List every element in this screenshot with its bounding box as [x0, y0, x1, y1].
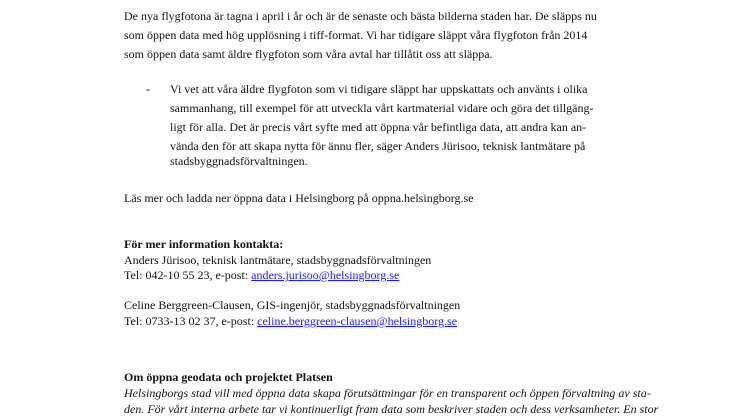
read-more-line: Läs mer och ladda ner öppna data i Helsingborg på oppna.helsingborg.se — [124, 191, 474, 205]
quote-bullet: - — [146, 82, 150, 96]
contact-person-2-email-link[interactable]: celine.berggreen-clausen@helsingborg.se — [257, 314, 458, 328]
intro-line-1: De nya flygfotona är tagna i april i år och är de senaste och bästa bilderna staden har. De släpps nu — [124, 9, 597, 23]
contact-person-1-phone — [124, 266, 399, 285]
intro-line-2: som öppen data med hög upplösning i tiff-format. Vi har tidigare släppt våra flygfoton från 2014 — [124, 28, 588, 42]
contact-person-1-name: Anders Jürisoo, teknisk lantmätare, stadsbyggnadsförvaltningen — [124, 253, 432, 267]
intro-line-3: som öppen data samt äldre flygfoton som våra avtal har tillåtit oss att släppa. — [124, 47, 493, 61]
quote-line-2: sammanhang, till exempel för att utveckla vårt kartmaterial vidare och göra det tillgäng- — [170, 101, 594, 115]
about-heading: Om öppna geodata och projektet Platsen — [124, 370, 333, 384]
contact-person-1-email-link[interactable]: anders.jurisoo@helsingborg.se — [251, 268, 400, 282]
about-line-1: Helsingborgs stad vill med öppna data skapa förutsättningar för en transparent och öppen förvaltning av sta- — [124, 386, 651, 400]
contact-heading: För mer information kontakta: — [124, 237, 284, 251]
quote-line-4: vända den för att skapa nytta för ännu fler, säger Anders Jürisoo, teknisk lantmätare på — [170, 139, 586, 153]
quote-line-3: ligt för alla. Det är precis vårt syfte med att öppna vår befintliga data, att andra kan an- — [170, 120, 587, 134]
quote-line-1: Vi vet att våra äldre flygfoton som vi tidigare släppt har uppskattats och använts i olika — [170, 82, 588, 96]
contact-person-1-phone-text: Tel: 042-10 55 23, e-post: — [124, 268, 252, 282]
contact-person-2-phone-text: Tel: 0733-13 02 37, e-post: — [124, 314, 258, 328]
contact-person-2-phone — [124, 312, 457, 331]
quote-line-5: stadsbyggnadsförvaltningen. — [170, 154, 308, 168]
contact-person-2-name: Celine Berggreen-Clausen, GIS-ingenjör, stadsbyggnadsförvaltningen — [124, 298, 461, 312]
about-line-2: den. För vårt interna arbete tar vi kontinuerligt fram data som beskriver staden och dess verksamheter. En stor — [124, 402, 659, 416]
